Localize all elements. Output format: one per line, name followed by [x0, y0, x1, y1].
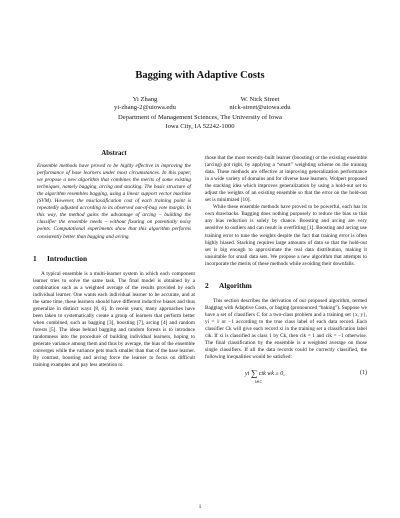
sum-subscript: k∈C	[255, 380, 263, 385]
affiliation-line-1: Department of Management Sciences, The University of Iowa	[118, 114, 282, 121]
section-number: 2	[205, 280, 209, 290]
section-heading-algorithm	[205, 282, 367, 289]
author-1	[95, 96, 195, 113]
sum-symbol: ∑	[250, 368, 258, 379]
author-email: nick-street@uiowa.edu	[229, 104, 291, 112]
affiliation	[0, 114, 400, 131]
paragraph: those that the most recently-built learner (boosting) or the existing ensemble (arcing) got right, by applying a “smart” weighting scheme on the training data. These methods are effective at improving generalization performance in a wide variety of domains and for diverse base learners. Wolpert proposed the stacking idea which improves generalization by using a hold-out set to adjust the weights of an existing ensemble so that the error on the hold-out set is minimized [10].	[205, 155, 367, 204]
paragraph: A typical ensemble is a multi-learner system in which each component learner tries to solve the same task. The final model is obtained by a combination such as a weighted average of the results provided by each individual learner. One wants each individual learner to be accurate, and at the same time, these learners should have different inductive biases and thus generalize in distinct ways [8, 6]. In recent years, many approaches have been taken to systematically create a group of learners that perform better when combined, such as bagging [3], boosting [7], arcing [4] and random forests [5]. The ideas behind bagging and random forests is to introduce randomness into the procedure of building individual learners, hoping to generate variance among them and thus by average, the bias of the ensemble converges while the variance gets much smaller than that of the base learner. By contrast, boosting and arcing force the learner to focus on difficult training examples and pay less attention to	[33, 270, 195, 369]
section-title: Algorithm	[219, 280, 252, 290]
section-title: Introduction	[47, 253, 88, 263]
abstract-heading: Abstract	[101, 150, 127, 157]
author-name: Yi Zhang	[132, 96, 158, 103]
section-heading-introduction	[33, 255, 195, 262]
paragraph: While these ensemble methods have proved to be powerful, each has its own drawbacks. Bagging does nothing purposely to reduce the bias so that any bias reduction is solely by chance. Boosting and arcing are very sensitive to outliers and can result in overfitting [1]. Boosting and arcing use training error to tune the weights despite the fact that training error is often highly biased. Stacking requires large amounts of data so that the hold-out set is big enough to approximate the real data distribution, making it unsuitable for small data sets. We propose a new algorithm that attempts to incorporate the merits of these methods while avoiding their downfalls.	[205, 204, 367, 267]
author-2	[205, 96, 315, 113]
paragraph: This section describes the derivation of our proposed algorithm, termed Bagging with Adaptive Costs, or baging (pronounced “baking”). Suppose we have a set of classifiers C for a two-class problem and a training set {x, y}, yi = 1 or −1 according to the true class label of each data record. Each classifier Ck will give each record xi in the training set a classification label cik. If xi is classified as class 1 by Ck, then cik = 1 and cik = −1 otherwise. The final classification by the ensemble is a weighted average on those single classifiers. If all the data records could be correctly classified, the following inequalities would be satisfied:	[205, 297, 367, 361]
paper-title: Bagging with Adaptive Costs	[135, 70, 265, 81]
equation-1	[205, 367, 367, 385]
section-number: 1	[33, 253, 37, 263]
page-number: 1	[198, 504, 202, 510]
author-name: W. Nick Street	[240, 96, 280, 103]
affiliation-line-2: Iowa City, IA 52242-1000	[165, 122, 235, 130]
right-column	[205, 155, 367, 385]
equation-expression	[245, 368, 285, 385]
equation-number: (1)	[360, 370, 367, 377]
left-column	[33, 150, 195, 369]
author-email: yi-zhang-2@uiowa.edu	[114, 104, 176, 112]
abstract-text: Ensemble methods have proved to be highly effective in improving the performance of base learners under most circumstances. In this paper, we propose a new algorithm that combines the merits of some existing techniques, namely bagging, arcing and stacking. The basic structure of the algorithm resembles bagging, using a linear support vector machine (SVM). However, the misclassification cost of each training point is repeatedly adjusted according to its observed out-of-bag vote margin. In this way, the method gains the advantage of arcing – building the classifier the ensemble needs – without fixating on potentially noisy points. Computational experiments show that this algorithm performs consistently better than bagging and arcing.	[37, 163, 191, 240]
equation-summand: cik wk ≥ 0,	[258, 371, 285, 378]
equation-lhs: yi	[245, 371, 250, 378]
